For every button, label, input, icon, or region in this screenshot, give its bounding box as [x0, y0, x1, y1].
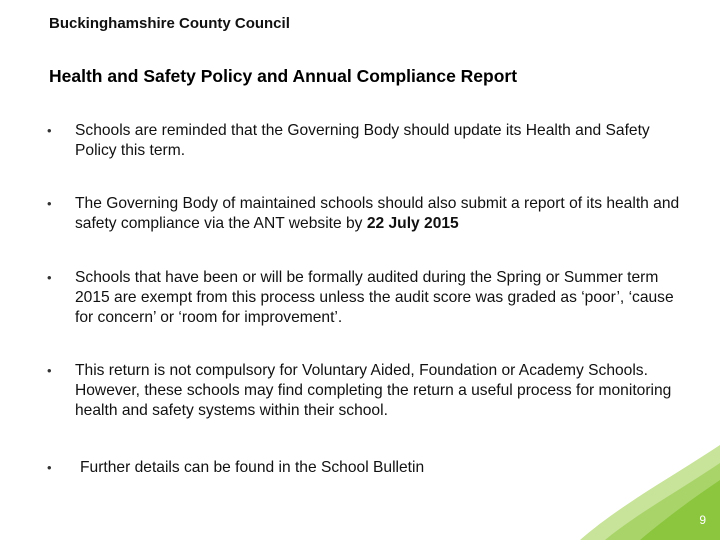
bullet-text: The Governing Body of maintained schools should also submit a report of its health and safety compliance via the ANT website by — [75, 195, 680, 232]
organization-name: Buckinghamshire County Council — [49, 15, 290, 32]
page-number: 9 — [699, 513, 706, 527]
bullet-text: Schools are reminded that the Governing Body should update its Health and Safety Policy this term. — [75, 122, 650, 159]
bullet-icon: • — [47, 270, 52, 285]
bullet-icon: • — [47, 123, 52, 138]
list-item — [47, 458, 424, 478]
page-title: Health and Safety Policy and Annual Compliance Report — [49, 66, 518, 86]
bullet-text: This return is not compulsory for Voluntary Aided, Foundation or Academy Schools. However, these schools may find completing the return a useful process for monitoring health and safety systems within their school. — [75, 362, 672, 419]
bullet-text: Further details can be found in the School Bulletin — [80, 459, 425, 476]
bullet-text: Schools that have been or will be formally audited during the Spring or Summer term 2015 are exempt from this process unless the audit score was graded as ‘poor’, ‘cause for concern’ or ‘room for improvement’. — [75, 269, 674, 326]
list-item — [47, 268, 687, 328]
list-item — [47, 121, 687, 161]
bullet-icon: • — [47, 363, 52, 378]
list-item — [47, 194, 687, 234]
deadline-date: 22 July 2015 — [366, 215, 459, 232]
list-item — [47, 361, 687, 421]
bullet-icon: • — [47, 196, 52, 211]
bullet-icon: • — [47, 460, 52, 475]
